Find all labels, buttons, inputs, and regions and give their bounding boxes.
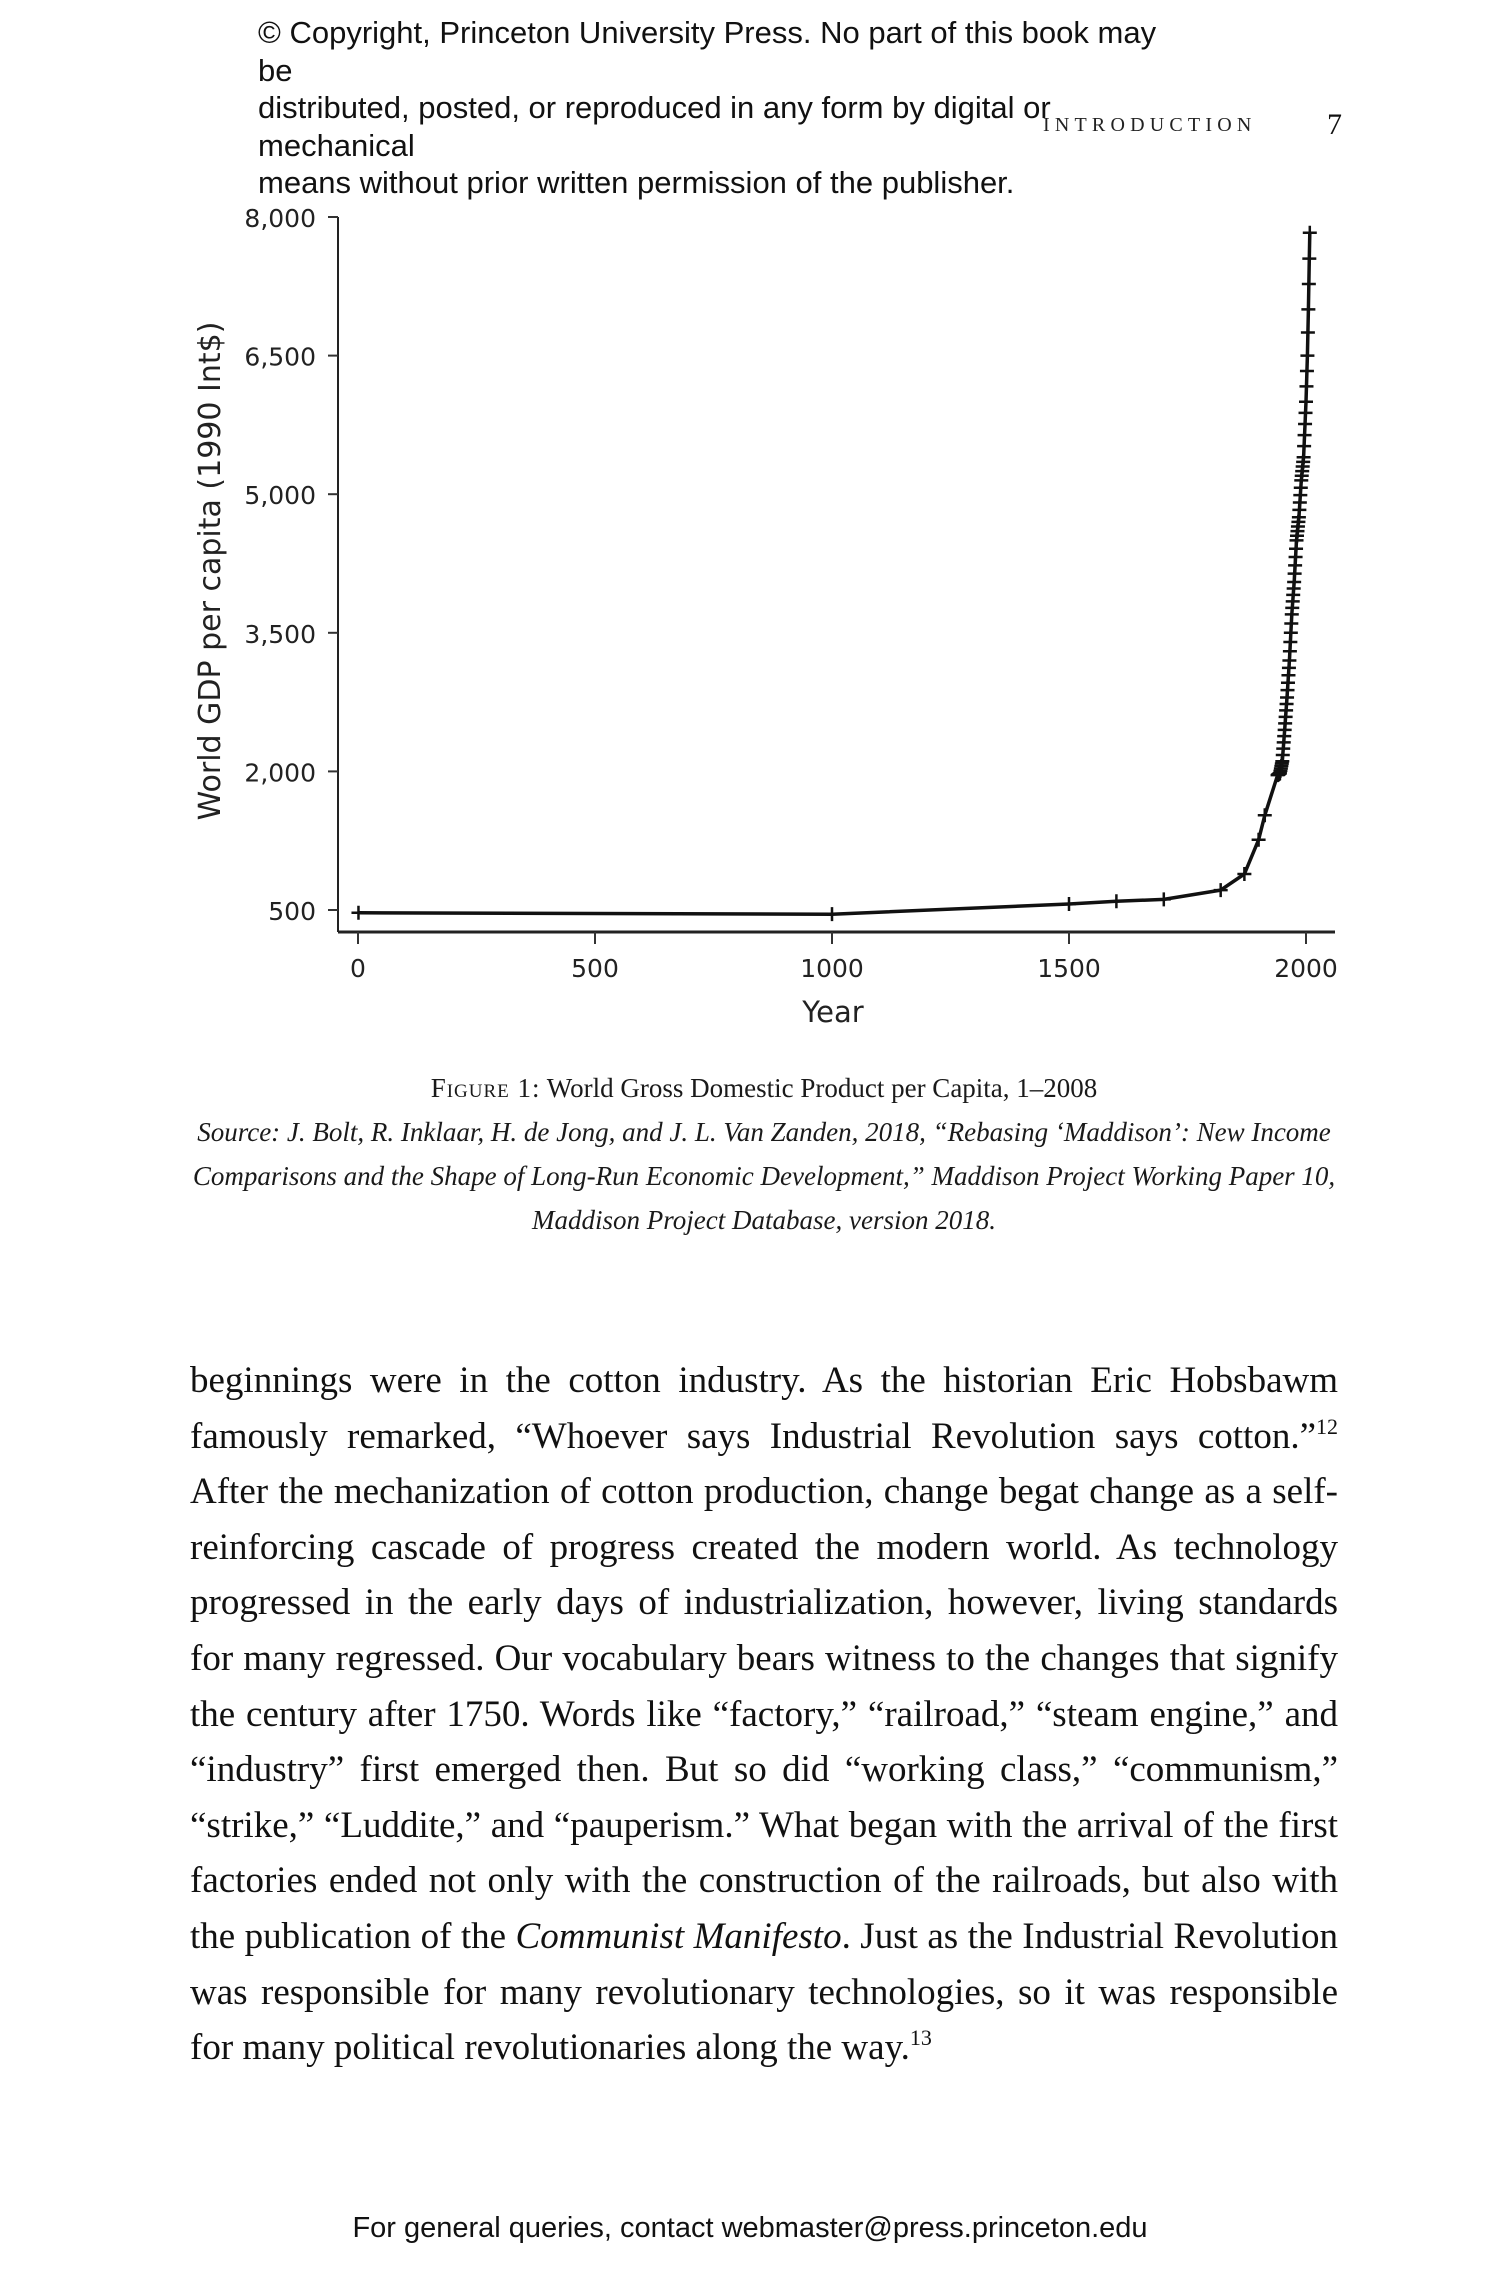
- body-text-segment: beginnings were in the cotton industry. As the historian Eric Hobsbawm famously remarked, “Whoever says Industrial Revolution says cotton.”: [190, 1360, 1338, 1457]
- plus-marker-icon: [1287, 581, 1301, 595]
- plus-marker-icon: [1302, 252, 1316, 266]
- gdp-series-line: [359, 233, 1310, 915]
- figure-source: Source: J. Bolt, R. Inklaar, H. de Jong, and J. L. Van Zanden, 2018, “Rebasing ‘Maddison’: New Income Comparisons and the Shape of Long-Run Economic Development,” Maddison Project Working Paper 10, Maddison Project Database, version 2018.: [192, 1117, 1336, 1235]
- plus-marker-icon: [1289, 542, 1303, 556]
- plus-marker-icon: [1280, 697, 1294, 711]
- y-tick-label: 5,000: [244, 481, 316, 511]
- y-tick-label: 3,500: [244, 619, 316, 649]
- figure-title: World Gross Domestic Product per Capita, 1–2008: [546, 1073, 1098, 1103]
- footer-contact: For general queries, contact webmaster@press.princeton.edu: [352, 2212, 1148, 2244]
- body-text-segment: After the mechanization of cotton production, change begat change as a self-reinforcing cascade of progress created the modern world. As technology progressed in the early days of industrialization, however, living standards for many regressed. Our vocabulary bears witness to the changes that signify the century after 1750. Words like “factory,” “railroad,” “steam engine,” and “industry” first emerged then. But so did “working class,” “communism,” “strike,” “Luddite,” and “pauperism.” What began with the arrival of the first factories ended not only with the construction of the railroads, but also with the publication of the: [190, 1471, 1338, 1957]
- plus-marker-icon: [1299, 379, 1313, 393]
- plus-marker-icon: [1284, 617, 1298, 631]
- x-tick-label: 0: [350, 954, 366, 983]
- data-point-markers: [351, 226, 1316, 921]
- plus-marker-icon: [1258, 808, 1272, 822]
- copyright-line: means without prior written permission of the publisher.: [258, 165, 1015, 200]
- footnote-ref-12[interactable]: 12: [1316, 1413, 1338, 1439]
- plus-marker-icon: [1109, 894, 1123, 908]
- y-tick-label: 6,500: [244, 342, 316, 372]
- plus-marker-icon: [1157, 892, 1171, 906]
- running-head: INTRODUCTION: [1043, 114, 1257, 136]
- plus-marker-icon: [1277, 729, 1291, 743]
- y-axis-label: World GDP per capita (1990 Int$): [193, 321, 228, 821]
- plus-marker-icon: [1252, 833, 1266, 847]
- plus-marker-icon: [1302, 277, 1316, 291]
- figure-caption: [190, 1066, 1338, 1242]
- plus-marker-icon: [1303, 226, 1317, 240]
- plus-marker-icon: [1301, 302, 1315, 316]
- plus-marker-icon: [1294, 481, 1308, 495]
- body-text-segment: . Just as the Industrial Revolution was responsible for many revolutionary technologies, so it was responsible for many political revolutionaries along the way.: [190, 1915, 1338, 2069]
- plus-marker-icon: [1300, 364, 1314, 378]
- plus-marker-icon: [1062, 897, 1076, 911]
- x-tick-label: 1000: [800, 954, 864, 983]
- copyright-line: distributed, posted, or reproduced in any form by digital or mechanical: [258, 90, 1051, 163]
- y-tick-label: 2,000: [244, 758, 316, 788]
- plus-marker-icon: [1300, 349, 1314, 363]
- plus-marker-icon: [351, 906, 365, 920]
- plus-marker-icon: [825, 907, 839, 921]
- figure-title-line: [190, 1066, 1338, 1110]
- plus-marker-icon: [1282, 661, 1296, 675]
- x-tick-label: 500: [571, 954, 619, 983]
- italic-title: Communist Manifesto: [515, 1915, 842, 1957]
- x-tick-label: 2000: [1274, 954, 1338, 983]
- plus-marker-icon: [1299, 406, 1313, 420]
- figure-label: Figure 1:: [430, 1073, 541, 1103]
- y-ticks: [244, 204, 338, 926]
- x-ticks: [350, 932, 1338, 983]
- gdp-line-chart: [0, 0, 1500, 1040]
- x-axis-label: Year: [802, 995, 864, 1029]
- plus-marker-icon: [1301, 326, 1315, 340]
- y-tick-label: 8,000: [244, 204, 316, 233]
- y-tick-label: 500: [268, 897, 316, 926]
- body-paragraph: [190, 1353, 1338, 2076]
- page-number: 7: [1327, 108, 1342, 141]
- copyright-line: © Copyright, Princeton University Press. No part of this book may be: [258, 15, 1157, 88]
- footnote-ref-13[interactable]: 13: [909, 2025, 932, 2051]
- x-tick-label: 1500: [1037, 954, 1101, 983]
